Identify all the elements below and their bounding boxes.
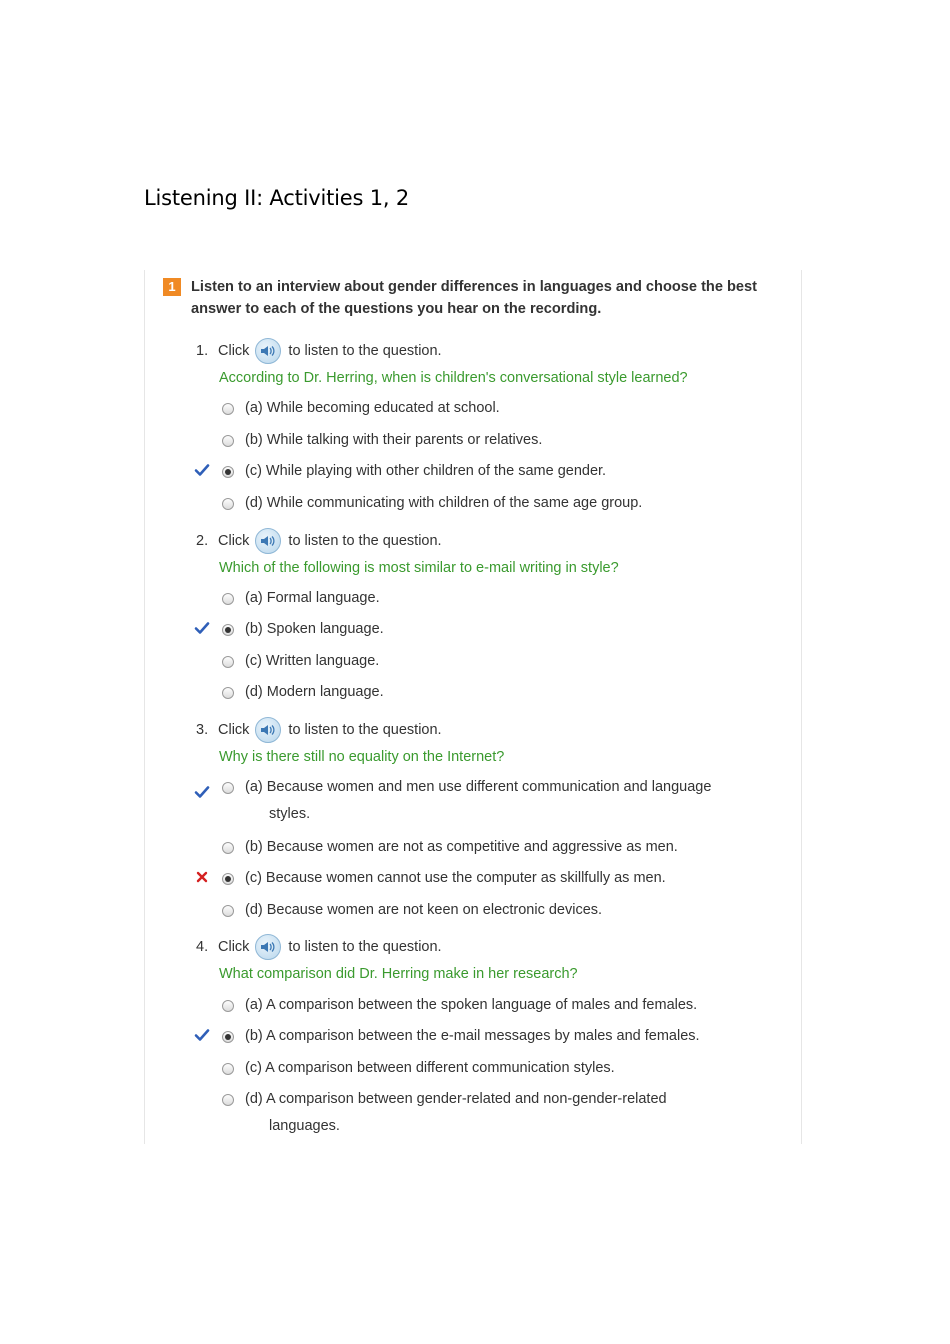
radio-button[interactable] xyxy=(222,1063,234,1075)
answer-option[interactable] xyxy=(222,591,380,612)
radio-button[interactable] xyxy=(222,1094,234,1106)
answer-option[interactable] xyxy=(222,780,711,828)
option-label: (c) Written language. xyxy=(245,653,380,669)
answer-option[interactable] xyxy=(222,464,606,485)
option-label: (b) Because women are not as competitive and aggressive as men. xyxy=(245,839,678,855)
radio-button[interactable] xyxy=(222,1031,234,1043)
option-text xyxy=(245,490,642,517)
option-label: (c) While playing with other children of the same gender. xyxy=(245,463,607,479)
answer-option[interactable] xyxy=(222,1061,615,1082)
correct-check-icon xyxy=(194,462,210,478)
question-4-prompt xyxy=(196,934,442,960)
answer-option[interactable] xyxy=(222,433,542,454)
radio-button[interactable] xyxy=(222,593,234,605)
radio-button[interactable] xyxy=(222,873,234,885)
option-label: (c) Because women cannot use the computer as skillfully as men. xyxy=(245,870,666,886)
option-label: (b) While talking with their parents or relatives. xyxy=(245,432,543,448)
activity-number-badge: 1 xyxy=(163,278,181,296)
answer-option[interactable] xyxy=(222,496,642,517)
option-label: (b) A comparison between the e-mail messages by males and females. xyxy=(245,1028,700,1044)
speaker-play-icon[interactable] xyxy=(255,934,281,960)
wrong-mark-icon xyxy=(194,869,210,885)
option-label: (c) A comparison between different communication styles. xyxy=(245,1060,615,1076)
option-label: (d) While communicating with children of the same age group. xyxy=(245,495,643,511)
radio-button[interactable] xyxy=(222,1000,234,1012)
option-text xyxy=(245,679,384,706)
answer-option[interactable] xyxy=(222,998,697,1019)
document-title: Listening II: Activities 1, 2 xyxy=(144,186,409,210)
question-1-text: According to Dr. Herring, when is children's conversational style learned? xyxy=(219,370,688,386)
correct-check-icon xyxy=(194,1027,210,1043)
option-label: (d) A comparison between gender-related and non-gender-related xyxy=(245,1091,667,1107)
radio-button[interactable] xyxy=(222,624,234,636)
radio-button[interactable] xyxy=(222,842,234,854)
question-3-text: Why is there still no equality on the Internet? xyxy=(219,749,505,765)
option-text xyxy=(245,458,606,485)
answer-option[interactable] xyxy=(222,685,384,706)
answer-option[interactable] xyxy=(222,871,666,892)
option-text xyxy=(245,865,666,892)
radio-button[interactable] xyxy=(222,403,234,415)
option-text xyxy=(245,897,602,924)
click-label: Click xyxy=(218,722,250,738)
question-number: 3. xyxy=(196,722,209,738)
click-label: Click xyxy=(218,939,250,955)
radio-button[interactable] xyxy=(222,687,234,699)
question-2-text: Which of the following is most similar to e-mail writing in style? xyxy=(219,560,619,576)
question-number: 1. xyxy=(196,343,209,359)
option-label-continued: languages. xyxy=(269,1118,340,1134)
question-2-prompt xyxy=(196,528,442,554)
activity-instructions: Listen to an interview about gender differences in languages and choose the best answer to each of the questions you hear on the recording. xyxy=(191,279,758,317)
answer-option[interactable] xyxy=(222,654,379,675)
speaker-play-icon[interactable] xyxy=(255,528,281,554)
question-number: 2. xyxy=(196,533,209,549)
answer-option[interactable] xyxy=(222,903,602,924)
option-label: (a) Formal language. xyxy=(245,590,380,606)
option-label: (d) Because women are not keen on electronic devices. xyxy=(245,902,603,918)
radio-button[interactable] xyxy=(222,905,234,917)
option-text xyxy=(245,992,697,1019)
listen-label: to listen to the question. xyxy=(288,939,442,955)
answer-option[interactable] xyxy=(222,840,678,861)
option-text xyxy=(245,1086,667,1140)
option-text xyxy=(245,1023,700,1050)
option-text xyxy=(245,616,384,643)
radio-button[interactable] xyxy=(222,435,234,447)
option-label: (d) Modern language. xyxy=(245,684,384,700)
option-text xyxy=(245,1055,615,1082)
speaker-play-icon[interactable] xyxy=(255,338,281,364)
click-label: Click xyxy=(218,533,250,549)
answer-option[interactable] xyxy=(222,401,500,422)
listen-label: to listen to the question. xyxy=(288,722,442,738)
option-label: (a) While becoming educated at school. xyxy=(245,400,500,416)
option-label: (a) Because women and men use different communication and language xyxy=(245,779,712,795)
question-3-prompt xyxy=(196,717,442,743)
radio-button[interactable] xyxy=(222,498,234,510)
click-label: Click xyxy=(218,343,250,359)
listen-label: to listen to the question. xyxy=(288,343,442,359)
listen-label: to listen to the question. xyxy=(288,533,442,549)
option-text xyxy=(245,427,542,454)
radio-button[interactable] xyxy=(222,782,234,794)
option-label: (b) Spoken language. xyxy=(245,621,384,637)
answer-option[interactable] xyxy=(222,1029,700,1050)
correct-check-icon xyxy=(194,620,210,636)
option-text xyxy=(245,585,380,612)
radio-button[interactable] xyxy=(222,466,234,478)
radio-button[interactable] xyxy=(222,656,234,668)
option-text xyxy=(245,774,711,828)
option-label-continued: styles. xyxy=(269,806,311,822)
question-number: 4. xyxy=(196,939,209,955)
speaker-play-icon[interactable] xyxy=(255,717,281,743)
question-4-text: What comparison did Dr. Herring make in her research? xyxy=(219,966,578,982)
correct-check-icon xyxy=(194,784,210,800)
option-text xyxy=(245,834,678,861)
option-label: (a) A comparison between the spoken language of males and females. xyxy=(245,997,698,1013)
answer-option[interactable] xyxy=(222,1092,667,1140)
question-1-prompt xyxy=(196,338,442,364)
answer-option[interactable] xyxy=(222,622,384,643)
option-text xyxy=(245,395,500,422)
option-text xyxy=(245,648,379,675)
